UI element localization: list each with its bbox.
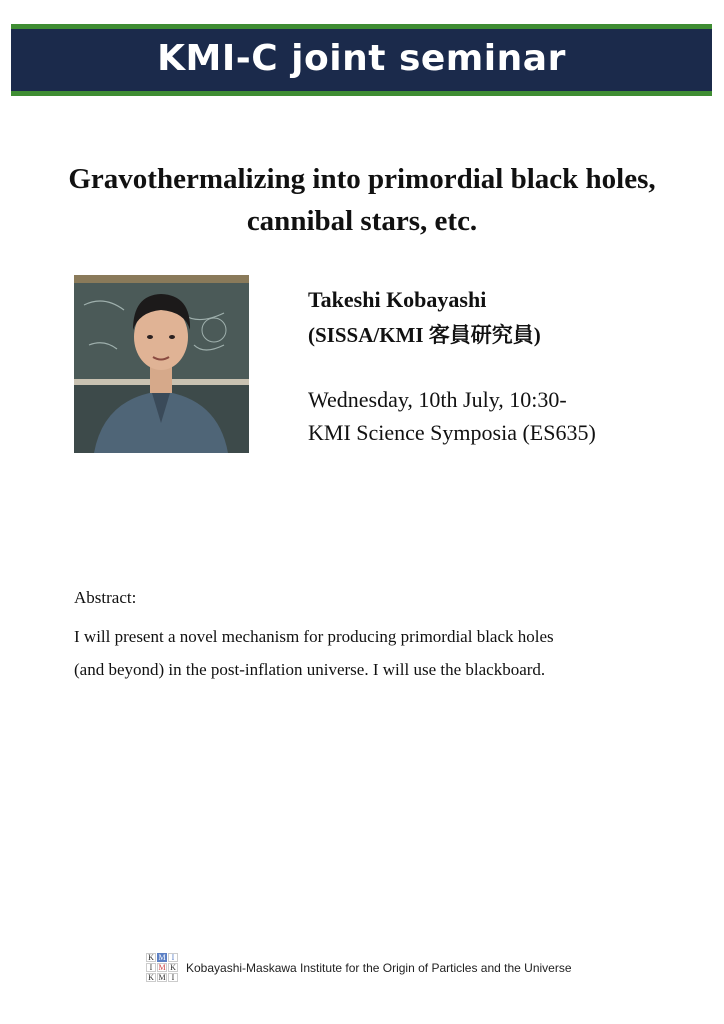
logo-letter: M (158, 963, 166, 972)
logo-letter: I (146, 963, 156, 972)
institute-name: Kobayashi-Maskawa Institute for the Origin of Particles and the Universe (186, 961, 572, 975)
abstract-text (74, 620, 674, 686)
event-datetime: Wednesday, 10th July, 10:30- (308, 387, 567, 412)
talk-title-line-2: cannibal stars, etc. (246, 205, 478, 237)
logo-letter: M (158, 953, 166, 962)
abstract-line-1: I will present a novel mechanism for producing primordial black holes (74, 627, 554, 646)
logo-letter: K (168, 963, 178, 972)
logo-letter: K (146, 973, 156, 982)
logo-letter: K (146, 953, 156, 962)
logo-letter: I (168, 973, 178, 982)
talk-title-line-1: Gravothermalizing into primordial black holes, (68, 163, 656, 195)
kmi-logo-icon (146, 953, 178, 983)
logo-letter: I (168, 953, 178, 962)
talk-title (20, 158, 704, 242)
logo-letter: M (158, 973, 166, 982)
abstract-line-2: (and beyond) in the post-inflation universe. I will use the blackboard. (74, 660, 546, 679)
abstract-label: Abstract: (74, 588, 137, 607)
speaker-affiliation: (SISSA/KMI 客員研究員) (308, 323, 541, 347)
speaker-photo (74, 275, 249, 453)
event-venue: KMI Science Symposia (ES635) (308, 420, 596, 445)
footer (146, 953, 572, 983)
seminar-title: KMI-C joint seminar (157, 38, 566, 79)
speaker-name: Takeshi Kobayashi (308, 287, 487, 312)
header-banner (11, 24, 712, 96)
